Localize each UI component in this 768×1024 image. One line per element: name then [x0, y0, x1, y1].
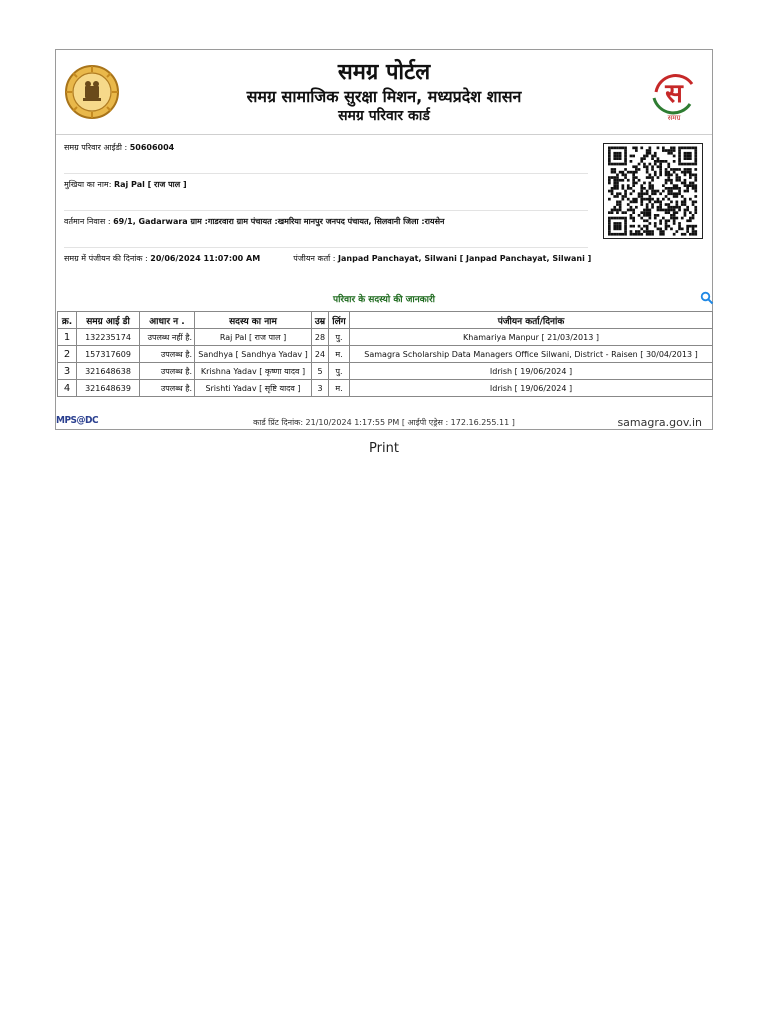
table-row [58, 346, 713, 363]
cell-age: 5 [312, 363, 329, 380]
cell-member-name: Krishna Yadav [ कृष्णा यादव ] [195, 363, 312, 380]
table-row [58, 363, 713, 380]
cell-gender: म. [329, 346, 350, 363]
cell-gender: म. [329, 380, 350, 397]
card-title: समग्र परिवार कार्ड [338, 108, 430, 124]
cell-gender: पु. [329, 329, 350, 346]
print-button[interactable]: Print [369, 441, 399, 456]
search-icon[interactable] [700, 291, 714, 305]
site-url: samagra.gov.in [617, 416, 702, 429]
col-aadhaar: आधार न . [140, 312, 195, 329]
family-id-value: 50606004 [129, 143, 175, 152]
print-info: कार्ड प्रिंट दिनांक: 21/10/2024 1:17:55 PM [ आईपी एड्रेस : 172.16.255.11 ] [253, 418, 515, 427]
cell-age: 28 [312, 329, 329, 346]
cell-serial: 3 [58, 363, 77, 380]
registrar-value: Janpad Panchayat, Silwani [ Janpad Panchayat, Silwani ] [338, 254, 592, 263]
cell-registrar: Khamariya Manpur [ 21/03/2013 ] [350, 329, 713, 346]
address-value: 69/1, Gadarwara ग्राम :गाडरवारा ग्राम पंचायत :खमरिया मानपुर जनपद पंचायत, सिलवानी जिला :रायसेन [113, 217, 445, 226]
col-registrar: पंजीयन कर्ता/दिनांक [350, 312, 713, 329]
col-serial: क्र. [58, 312, 77, 329]
cell-registrar: Idrish [ 19/06/2024 ] [350, 380, 713, 397]
family-card [55, 49, 713, 430]
registration-row [64, 248, 592, 284]
cell-member-name: Raj Pal [ राज पाल ] [195, 329, 312, 346]
cell-registrar: Idrish [ 19/06/2024 ] [350, 363, 713, 380]
svg-text:स: स [665, 79, 683, 109]
cell-serial: 4 [58, 380, 77, 397]
portal-title: समग्र पोर्टल [337, 60, 431, 85]
cell-age: 3 [312, 380, 329, 397]
col-samagra-id: समग्र आई डी [77, 312, 140, 329]
reg-date-label: समग्र में पंजीयन की दिनांक : [64, 254, 148, 263]
cell-samagra-id: 321648639 [77, 380, 140, 397]
samagra-logo-text: समग्र [667, 114, 681, 122]
col-age: उम्र [312, 312, 329, 329]
cell-age: 24 [312, 346, 329, 363]
cell-serial: 1 [58, 329, 77, 346]
members-table [57, 311, 713, 397]
table-row [58, 380, 713, 397]
mpsedc-logo: MPS@DC [56, 415, 99, 426]
cell-registrar: Samagra Scholarship Data Managers Office Silwani, District - Raisen [ 30/04/2013 ] [350, 346, 713, 363]
cell-member-name: Sandhya [ Sandhya Yadav ] [195, 346, 312, 363]
head-label: मुखिया का नाम: [64, 180, 112, 189]
col-member-name: सदस्य का नाम [195, 312, 312, 329]
reg-date-value: 20/06/2024 11:07:00 AM [150, 254, 261, 263]
head-row [64, 174, 588, 211]
table-row [58, 329, 713, 346]
cell-member-name: Srishti Yadav [ सृष्टि यादव ] [195, 380, 312, 397]
address-label: वर्तमान निवास : [64, 217, 111, 226]
cell-samagra-id: 132235174 [77, 329, 140, 346]
cell-gender: पु. [329, 363, 350, 380]
family-id-label: समग्र परिवार आईडी : [64, 143, 128, 152]
card-header [56, 50, 712, 135]
col-gender: लिंग [329, 312, 350, 329]
family-id-row [64, 137, 588, 174]
cell-aadhaar: उपलब्ध है. [140, 380, 195, 397]
cell-samagra-id: 157317609 [77, 346, 140, 363]
cell-serial: 2 [58, 346, 77, 363]
cell-aadhaar: उपलब्ध है. [140, 363, 195, 380]
cell-aadhaar: उपलब्ध नहीं है. [140, 329, 195, 346]
members-section-title: परिवार के सदस्यो की जानकारी [332, 295, 435, 305]
table-header-row [58, 312, 713, 329]
mission-subtitle: समग्र सामाजिक सुरक्षा मिशन, मध्यप्रदेश शासन [246, 87, 522, 106]
cell-aadhaar: उपलब्ध है. [140, 346, 195, 363]
address-row [64, 211, 588, 248]
qr-code [603, 143, 703, 239]
head-value: Raj Pal [ राज पाल ] [113, 180, 187, 189]
registrar-label: पंजीयन कर्ता : [293, 254, 336, 263]
samagra-logo-icon [646, 64, 702, 124]
cell-samagra-id: 321648638 [77, 363, 140, 380]
